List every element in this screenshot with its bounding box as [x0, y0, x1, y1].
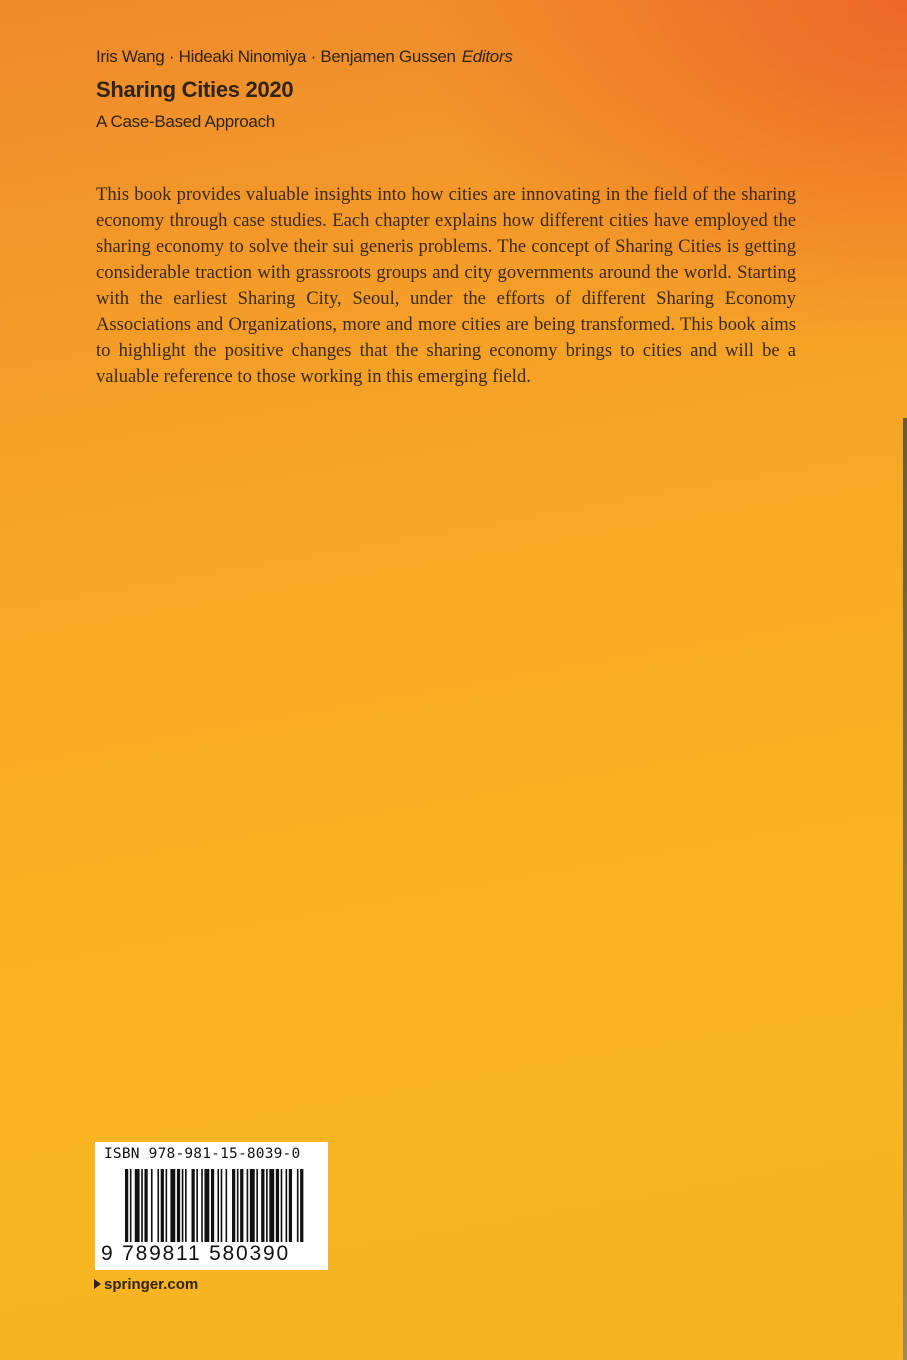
author-names: Iris Wang · Hideaki Ninomiya · Benjamen Gussen — [96, 47, 456, 66]
book-subtitle: A Case-Based Approach — [96, 112, 275, 131]
cover-header — [96, 46, 513, 133]
book-description: This book provides valuable insights into how cities are innovating in the field of the sharing economy through case studies. Each chapter explains how different cities have employed the sharing economy to solve their sui generis problems. The concept of Sharing Cities is getting considerable traction with grassroots groups and city governments around the world. Starting with the earliest Sharing City, Seoul, under the efforts of different Sharing Economy Associations and Organizations, more and more cities are being transformed. This book aims to highlight the positive changes that the sharing economy brings to cities and will be a valuable reference to those working in this emerging field. — [96, 184, 796, 387]
barcode-bars — [125, 1169, 305, 1247]
publisher-url: springer.com — [104, 1276, 199, 1293]
publisher-link[interactable] — [94, 1276, 198, 1293]
editors-label: Editors — [461, 47, 513, 66]
isbn-number: ISBN 978-981-15-8039-0 — [104, 1146, 301, 1162]
book-title: Sharing Cities 2020 — [96, 77, 294, 102]
barcode-digits: 9 789811 580390 — [101, 1242, 321, 1266]
authors-line — [96, 46, 513, 68]
isbn-barcode — [95, 1142, 328, 1270]
spine-edge — [903, 418, 907, 1360]
arrow-right-icon — [94, 1279, 101, 1289]
